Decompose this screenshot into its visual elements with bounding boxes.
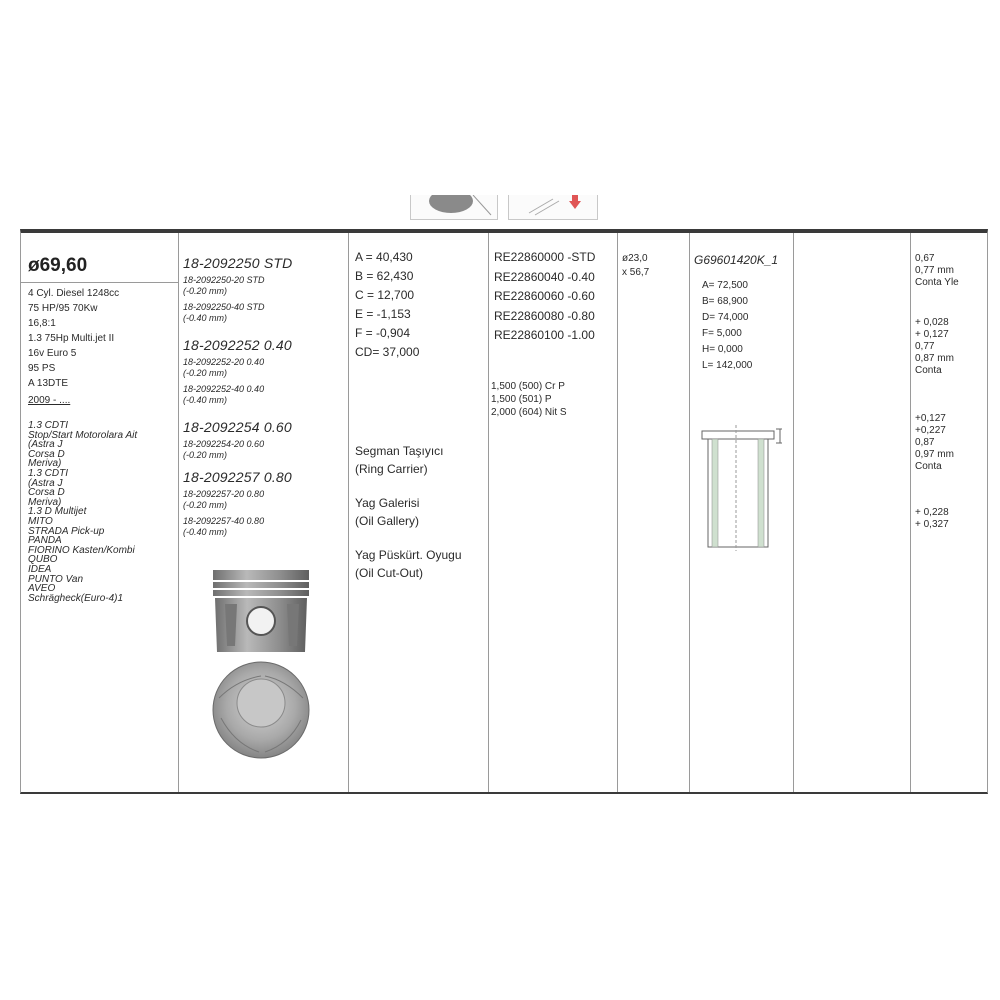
ring-part-number: RE22860040 -0.40 — [494, 269, 595, 284]
dimension-column — [349, 233, 489, 792]
piston-thumbnail-icon[interactable] — [410, 195, 498, 220]
vehicle-item: MITO — [28, 516, 53, 527]
pin-length: x 56,7 — [622, 267, 650, 278]
vehicle-item: IDEA — [28, 564, 52, 575]
feature-label: (Oil Gallery) — [355, 514, 420, 528]
gasket-column — [911, 233, 987, 792]
feature-label: (Ring Carrier) — [355, 462, 428, 476]
production-years: 2009 - .... — [28, 395, 71, 406]
vehicle-item: 1.3 CDTI — [28, 468, 69, 479]
ring-spec: 1,500 (501) P — [491, 394, 552, 405]
gasket-value: Conta — [915, 365, 942, 376]
piston-oversize-code: 18-2092254-20 0.60 — [183, 439, 265, 449]
piston-oversize-mm: (-0.20 mm) — [183, 286, 228, 296]
liner-dimension: H= 0,000 — [702, 344, 743, 355]
vehicle-item: PANDA — [28, 535, 62, 547]
piston-dimension: CD= 37,000 — [355, 345, 420, 359]
engine-spec-line: 16,8:1 — [28, 318, 56, 329]
bore-size: ø69,60 — [28, 255, 88, 276]
piston-dimension: B = 62,430 — [355, 269, 414, 283]
piston-part-number: 18-2092257 0.80 — [183, 469, 292, 485]
ring-part-number: RE22860060 -0.60 — [494, 289, 595, 303]
piston-dimension: F = -0,904 — [355, 326, 411, 340]
engine-spec-line: 4 Cyl. Diesel 1248cc — [28, 288, 120, 299]
vehicle-item: (Astra J — [28, 477, 63, 489]
liner-column — [690, 233, 794, 792]
catalog-sheet — [20, 229, 988, 794]
piston-oversize-mm: (-0.40 mm) — [183, 527, 228, 537]
piston-oversize-code: 18-2092257-20 0.80 — [183, 489, 265, 499]
gasket-value: 0,77 mm — [915, 265, 954, 276]
engine-spec-line: 1.3 75Hp Multi.jet II — [28, 333, 115, 344]
vehicle-item: Corsa D — [28, 448, 65, 460]
piston-oversize-code: 18-2092250-20 STD — [183, 275, 265, 285]
gasket-value: Conta — [915, 461, 942, 472]
engine-spec-line: 95 PS — [28, 363, 56, 374]
ring-part-number: RE22860100 -1.00 — [494, 328, 595, 342]
pin-diameter: ø23,0 — [622, 253, 648, 264]
feature-label: Yag Galerisi — [355, 496, 420, 510]
vehicle-item: Meriva) — [28, 496, 62, 508]
engine-column — [21, 233, 179, 792]
piston-column — [179, 233, 349, 792]
vehicle-item: Schrägheck(Euro-4)1 — [28, 592, 124, 604]
liner-code: G69601420K_1 — [694, 253, 779, 267]
liner-dimension: A= 72,500 — [702, 280, 748, 291]
piston-oversize-mm: (-0.20 mm) — [183, 368, 228, 378]
vehicle-item: QUBO — [28, 554, 58, 566]
vehicle-item: AVEO — [28, 583, 56, 595]
gasket-value: 0,97 mm — [915, 449, 954, 460]
gasket-value: +0,227 — [915, 425, 946, 436]
empty-column — [794, 233, 911, 792]
piston-dimension: E = -1,153 — [355, 307, 411, 321]
engine-spec-line: A 13DTE — [28, 378, 69, 389]
vehicle-item: PUNTO Van — [28, 573, 84, 585]
ring-spec: 1,500 (500) Cr P — [491, 381, 565, 392]
piston-oversize-code: 18-2092252-40 0.40 — [183, 384, 265, 394]
piston-oversize-code: 18-2092257-40 0.80 — [183, 516, 265, 526]
piston-part-number: 18-2092254 0.60 — [183, 419, 292, 435]
vehicle-item: FIORINO Kasten/Kombi — [28, 544, 135, 556]
vehicle-item: 1.3 CDTI — [28, 420, 69, 431]
ring-part-number: RE22860000 -STD — [494, 250, 596, 264]
ring-part-number: RE22860080 -0.80 — [494, 308, 595, 323]
ring-column — [489, 233, 618, 792]
piston-oversize-mm: (-0.40 mm) — [183, 395, 228, 405]
download-icon[interactable] — [508, 195, 598, 220]
piston-dimension: C = 12,700 — [355, 288, 415, 302]
feature-label: (Oil Cut-Out) — [355, 566, 424, 580]
piston-oversize-code: 18-2092250-40 STD — [183, 302, 265, 312]
liner-dimension: D= 74,000 — [702, 312, 749, 323]
vehicle-item: Meriva) — [28, 458, 62, 470]
gasket-value: 0,77 — [915, 341, 935, 352]
gasket-value: + 0,127 — [915, 329, 949, 340]
vehicle-item: Corsa D — [28, 487, 65, 499]
gasket-value: + 0,028 — [915, 317, 949, 328]
vehicle-item: Stop/Start Motorolara Ait — [28, 429, 138, 441]
piston-part-number: 18-2092250 STD — [183, 255, 293, 271]
piston-oversize-mm: (-0.20 mm) — [183, 450, 228, 460]
gasket-value: 0,67 — [915, 253, 935, 264]
engine-spec-line: 75 HP/95 70Kw — [28, 303, 98, 314]
liner-dimension: B= 68,900 — [702, 296, 748, 307]
feature-label: Segman Taşıyıcı — [355, 444, 444, 458]
ring-spec: 2,000 (604) Nit S — [491, 407, 567, 418]
gasket-value: 0,87 mm — [915, 353, 954, 364]
vehicle-item: (Astra J — [28, 439, 63, 451]
liner-dimension: F= 5,000 — [702, 328, 742, 339]
top-icons — [410, 195, 600, 223]
engine-spec-line: 16v Euro 5 — [28, 348, 77, 359]
gasket-value: +0,127 — [915, 413, 946, 424]
liner-dimension: L= 142,000 — [702, 360, 753, 371]
piston-dimension: A = 40,430 — [355, 250, 413, 264]
vehicle-item: 1.3 D Multijet — [28, 506, 87, 518]
gasket-value: + 0,228 — [915, 507, 949, 518]
gasket-value: 0,87 — [915, 437, 935, 448]
gasket-value: + 0,327 — [915, 519, 949, 530]
gasket-value: Conta Yle — [915, 277, 959, 288]
piston-oversize-mm: (-0.40 mm) — [183, 313, 228, 323]
piston-oversize-code: 18-2092252-20 0.40 — [183, 357, 265, 367]
feature-label: Yag Püskürt. Oyugu — [355, 548, 462, 562]
liner-drawing — [696, 423, 790, 553]
piston-part-number: 18-2092252 0.40 — [183, 337, 292, 353]
piston-oversize-mm: (-0.20 mm) — [183, 500, 228, 510]
pin-column — [618, 233, 690, 792]
piston-image — [209, 568, 315, 763]
vehicle-item: STRADA Pick-up — [28, 525, 105, 537]
